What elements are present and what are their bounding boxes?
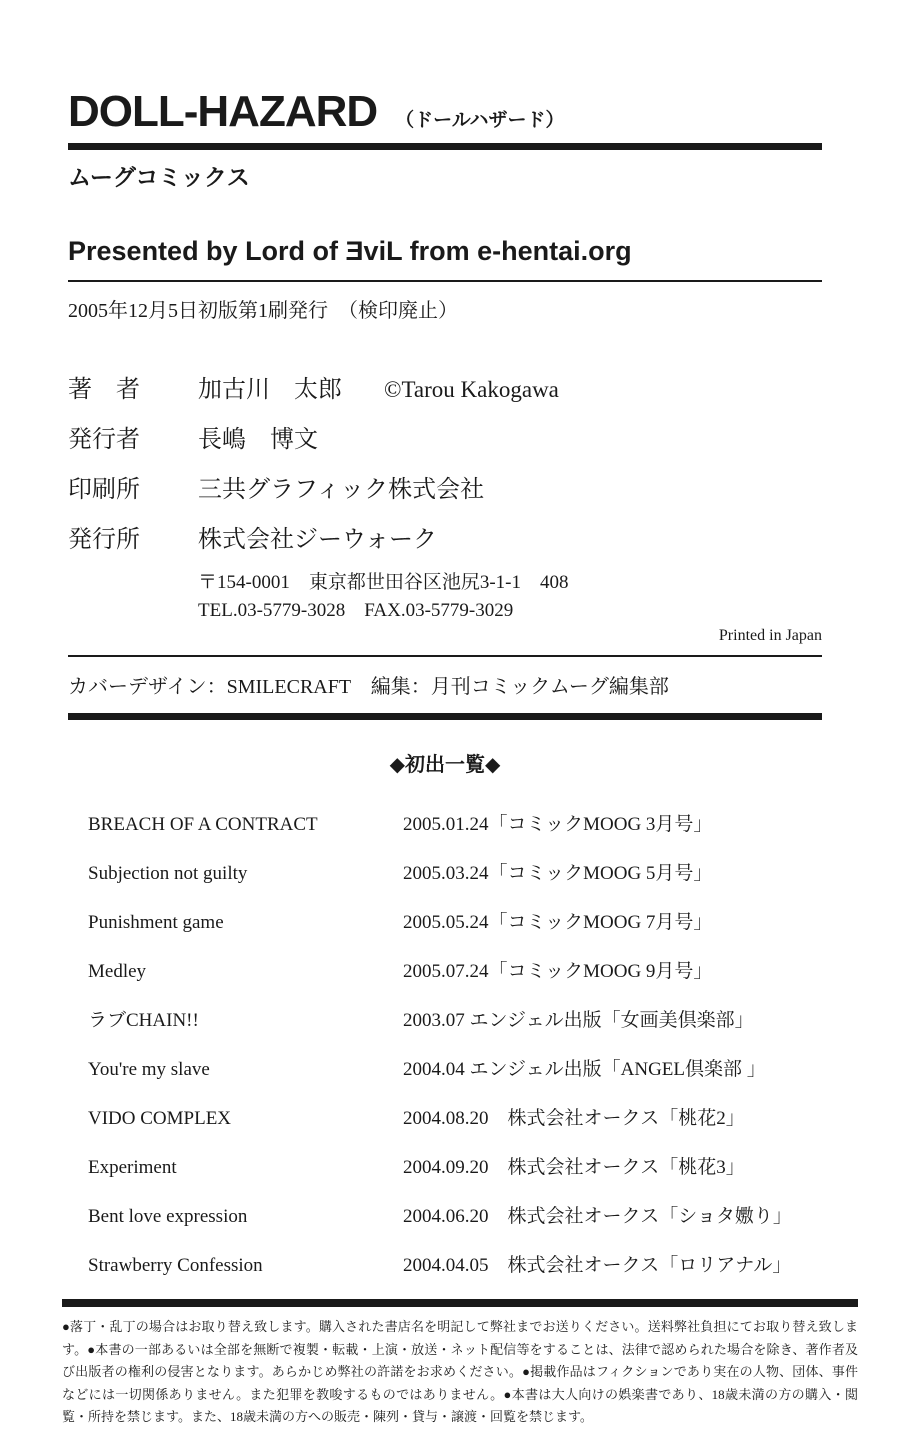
publication-source: 2005.03.24「コミックMOOG 5月号」 xyxy=(403,863,713,885)
imprint-label: ムーグコミックス xyxy=(68,164,250,191)
title-divider-rule xyxy=(68,143,822,150)
story-title: ラブCHAIN!! xyxy=(88,1010,199,1032)
publication-source: 2004.08.20 株式会社オークス「桃花2」 xyxy=(403,1108,745,1130)
publication-source: 2005.01.24「コミックMOOG 3月号」 xyxy=(403,814,713,836)
story-title: Medley xyxy=(88,961,147,983)
story-title: Bent love expression xyxy=(88,1206,248,1228)
colophon-row-label: 発行者 xyxy=(68,427,140,454)
legal-notice: ●落丁・乱丁の場合はお取り替え致します。購入された書店名を明記して弊社までお送りください。送料弊社負担にてお取り替え致します。●本書の一部あるいは全部を無断で複製・転載・上演・放送・ネット配信等をすることは、法律で認められた場合を除き、著作者及び出版者の権利の侵害となります。あらかじめ弊社の許諾をお求めください。●掲載作品はフィクションであり実在の人物、団体、事件などには一切関係ありません。また犯罪を教唆するものではありません。●本書は大人向けの娯楽書であり、18歳未満の方の購入・閲覧・所持を禁じます。また、18歳未満の方への販売・陳列・貸与・譲渡・回覧を禁じます。 xyxy=(62,1319,858,1425)
book-title: DOLL-HAZARD xyxy=(68,87,378,136)
publication-row xyxy=(68,1201,822,1228)
edition-line: 2005年12月5日初版第1刷発行 （検印廃止） xyxy=(68,300,458,323)
publisher-address: 〒154-0001 東京都世田谷区池尻3-1-1 408 xyxy=(198,572,569,594)
colophon-row-value: 株式会社ジーウォーク xyxy=(198,527,438,554)
design-credit-line: カバーデザイン：SMILECRAFT 編集：月刊コミックムーグ編集部 xyxy=(68,676,669,699)
publication-row xyxy=(68,1005,822,1032)
credit-divider-rule xyxy=(68,280,822,282)
first-publication-list xyxy=(68,809,822,1277)
design-divider-rule xyxy=(68,713,822,720)
legal-divider-rule xyxy=(62,1299,858,1307)
publisher-contact-block xyxy=(198,569,822,625)
story-title: Punishment game xyxy=(88,912,224,934)
publication-source: 2005.05.24「コミックMOOG 7月号」 xyxy=(403,912,713,934)
colophon-row-extra: ©Tarou Kakogawa xyxy=(384,377,559,403)
book-title-reading: （ドールハザード） xyxy=(395,110,565,131)
printed-in-japan-label: Printed in Japan xyxy=(718,627,822,645)
story-title: You're my slave xyxy=(88,1059,210,1081)
publication-source: 2004.09.20 株式会社オークス「桃花3」 xyxy=(403,1157,745,1179)
first-publication-heading: ◆初出一覧◆ xyxy=(389,754,501,777)
colophon-row xyxy=(68,369,822,404)
publication-row xyxy=(68,809,822,836)
publication-source: 2004.04 エンジェル出版「ANGEL倶楽部 」 xyxy=(403,1059,766,1081)
publication-row xyxy=(68,956,822,983)
page-header xyxy=(68,88,822,192)
publication-row xyxy=(68,858,822,885)
story-title: Strawberry Confession xyxy=(88,1255,263,1277)
colophon-row-value: 加古川 太郎 xyxy=(198,377,342,404)
colophon-row-label: 印刷所 xyxy=(68,477,140,504)
story-title: Experiment xyxy=(88,1157,177,1179)
publication-source: 2003.07 エンジェル出版「女画美倶楽部」 xyxy=(403,1010,754,1032)
publication-source: 2004.04.05 株式会社オークス「ロリアナル」 xyxy=(403,1255,792,1277)
publication-source: 2004.06.20 株式会社オークス「ショタ嫐り」 xyxy=(403,1206,792,1228)
publication-row xyxy=(68,1250,822,1277)
colophon-row-value: 長嶋 博文 xyxy=(198,427,318,454)
colophon-row xyxy=(68,519,822,554)
story-title: BREACH OF A CONTRACT xyxy=(88,814,318,836)
story-title: Subjection not guilty xyxy=(88,863,248,885)
legal-footer xyxy=(62,1299,858,1429)
story-title: VIDO COMPLEX xyxy=(88,1108,232,1130)
colophon-row-label: 著 者 xyxy=(68,377,140,404)
publication-source: 2005.07.24「コミックMOOG 9月号」 xyxy=(403,961,713,983)
credit-line: Presented by Lord of ƎviL from e-hentai.org xyxy=(68,236,632,267)
colophon-row xyxy=(68,419,822,454)
colophon-section xyxy=(68,369,822,645)
colophon-row-value: 三共グラフィック株式会社 xyxy=(198,477,485,504)
colophon-divider-rule xyxy=(68,655,822,657)
publication-row xyxy=(68,1103,822,1130)
colophon-row xyxy=(68,469,822,504)
title-row xyxy=(68,88,822,136)
publication-row xyxy=(68,907,822,934)
publication-row xyxy=(68,1152,822,1179)
publisher-phone: TEL.03-5779-3028 FAX.03-5779-3029 xyxy=(198,600,514,622)
publication-row xyxy=(68,1054,822,1081)
colophon-row-label: 発行所 xyxy=(68,527,140,554)
